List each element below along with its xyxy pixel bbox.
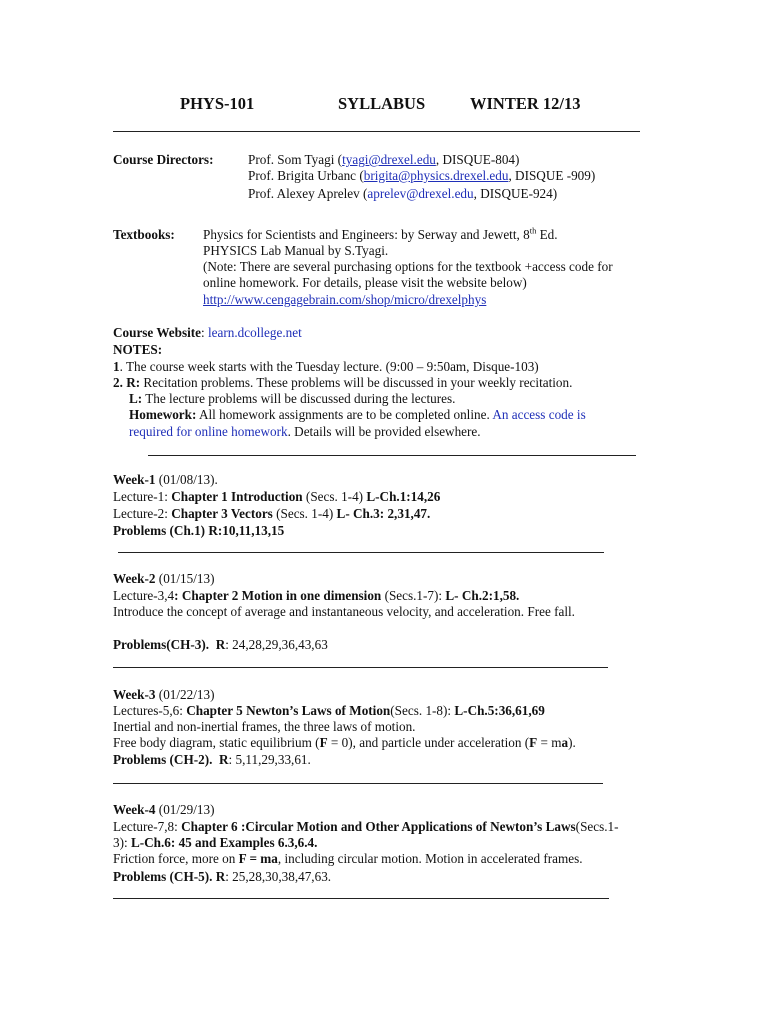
textbook-url-link[interactable]: http://www.cengagebrain.com/shop/micro/drexelphys [203, 292, 487, 307]
website-link[interactable]: learn.dcollege.net [208, 325, 302, 340]
divider [113, 898, 609, 899]
director-row: Prof. Brigita Urbanc (brigita@physics.drexel.edu, DISQUE -909) [248, 168, 596, 183]
divider [113, 667, 608, 668]
divider [113, 783, 603, 784]
email-link[interactable]: tyagi@drexel.edu [342, 152, 436, 167]
week-2-heading: Week-2 (01/15/13) [113, 571, 215, 586]
textbooks-label: Textbooks: [113, 227, 175, 242]
textbook-note: (Note: There are several purchasing options for the textbook +access code for [203, 259, 613, 274]
note-1: 1. The course week starts with the Tuesday lecture. (9:00 – 9:50am, Disque-103) [113, 359, 539, 374]
course-website: Course Website: learn.dcollege.net [113, 325, 302, 340]
week-2-description: Introduce the concept of average and instantaneous velocity, and acceleration. Free fall. [113, 604, 575, 619]
week-4-problems: Problems (CH-5). R: 25,28,30,38,47,63. [113, 869, 332, 884]
week-3-problems: Problems (CH-2). R: 5,11,29,33,61. [113, 752, 311, 767]
textbook-note: online homework. For details, please visit the website below) [203, 275, 527, 290]
director-row: Prof. Som Tyagi (tyagi@drexel.edu, DISQUE-804) [248, 152, 520, 167]
note-homework: Homework: All homework assignments are to be completed online. An access code is [129, 407, 586, 422]
email-link[interactable]: aprelev@drexel.edu [367, 186, 474, 201]
week-4-lecture: Lecture-7,8: Chapter 6 :Circular Motion and Other Applications of Newton’s Laws(Secs.1- [113, 819, 619, 834]
email-link[interactable]: brigita@physics.drexel.edu [363, 168, 509, 183]
week-4-lecture-cont: 3): L-Ch.6: 45 and Examples 6.3,6.4. [113, 835, 318, 850]
doc-title: SYLLABUS [338, 94, 426, 113]
divider [148, 455, 636, 456]
header-rule [113, 131, 640, 132]
textbook-line: PHYSICS Lab Manual by S.Tyagi. [203, 243, 389, 258]
week-3-lecture: Lectures-5,6: Chapter 5 Newton’s Laws of Motion(Secs. 1-8): L-Ch.5:36,61,69 [113, 703, 545, 718]
week-4-heading: Week-4 (01/29/13) [113, 802, 215, 817]
note-2-lecture: L: The lecture problems will be discussed during the lectures. [129, 391, 456, 406]
note-homework-cont: required for online homework. Details will be provided elsewhere. [129, 424, 481, 439]
term: WINTER 12/13 [470, 94, 581, 113]
week-4-description: Friction force, more on F = ma, including circular motion. Motion in accelerated frames. [113, 851, 583, 866]
week-1-lecture-2: Lecture-2: Chapter 3 Vectors (Secs. 1-4) L- Ch.3: 2,31,47. [113, 506, 431, 521]
note-2: 2. R: Recitation problems. These problems will be discussed in your weekly recitation. [113, 375, 573, 390]
textbook-line: Physics for Scientists and Engineers: by Serway and Jewett, 8th Ed. [203, 225, 558, 242]
week-2-problems: Problems(CH-3). R: 24,28,29,36,43,63 [113, 637, 328, 652]
week-1-lecture-1: Lecture-1: Chapter 1 Introduction (Secs. 1-4) L-Ch.1:14,26 [113, 489, 441, 504]
week-1-problems: Problems (Ch.1) R:10,11,13,15 [113, 523, 285, 538]
notes-label: NOTES: [113, 342, 163, 357]
directors-label: Course Directors: [113, 152, 214, 167]
course-code: PHYS-101 [180, 94, 255, 113]
week-3-heading: Week-3 (01/22/13) [113, 687, 215, 702]
week-2-lecture: Lecture-3,4: Chapter 2 Motion in one dimension (Secs.1-7): L- Ch.2:1,58. [113, 588, 520, 603]
week-1-heading: Week-1 (01/08/13). [113, 472, 218, 487]
director-row: Prof. Alexey Aprelev (aprelev@drexel.edu, DISQUE-924) [248, 186, 558, 201]
week-3-description-1: Inertial and non-inertial frames, the three laws of motion. [113, 719, 416, 734]
week-3-description-2: Free body diagram, static equilibrium (F = 0), and particle under acceleration (F = ma). [113, 735, 576, 750]
divider [118, 552, 604, 553]
